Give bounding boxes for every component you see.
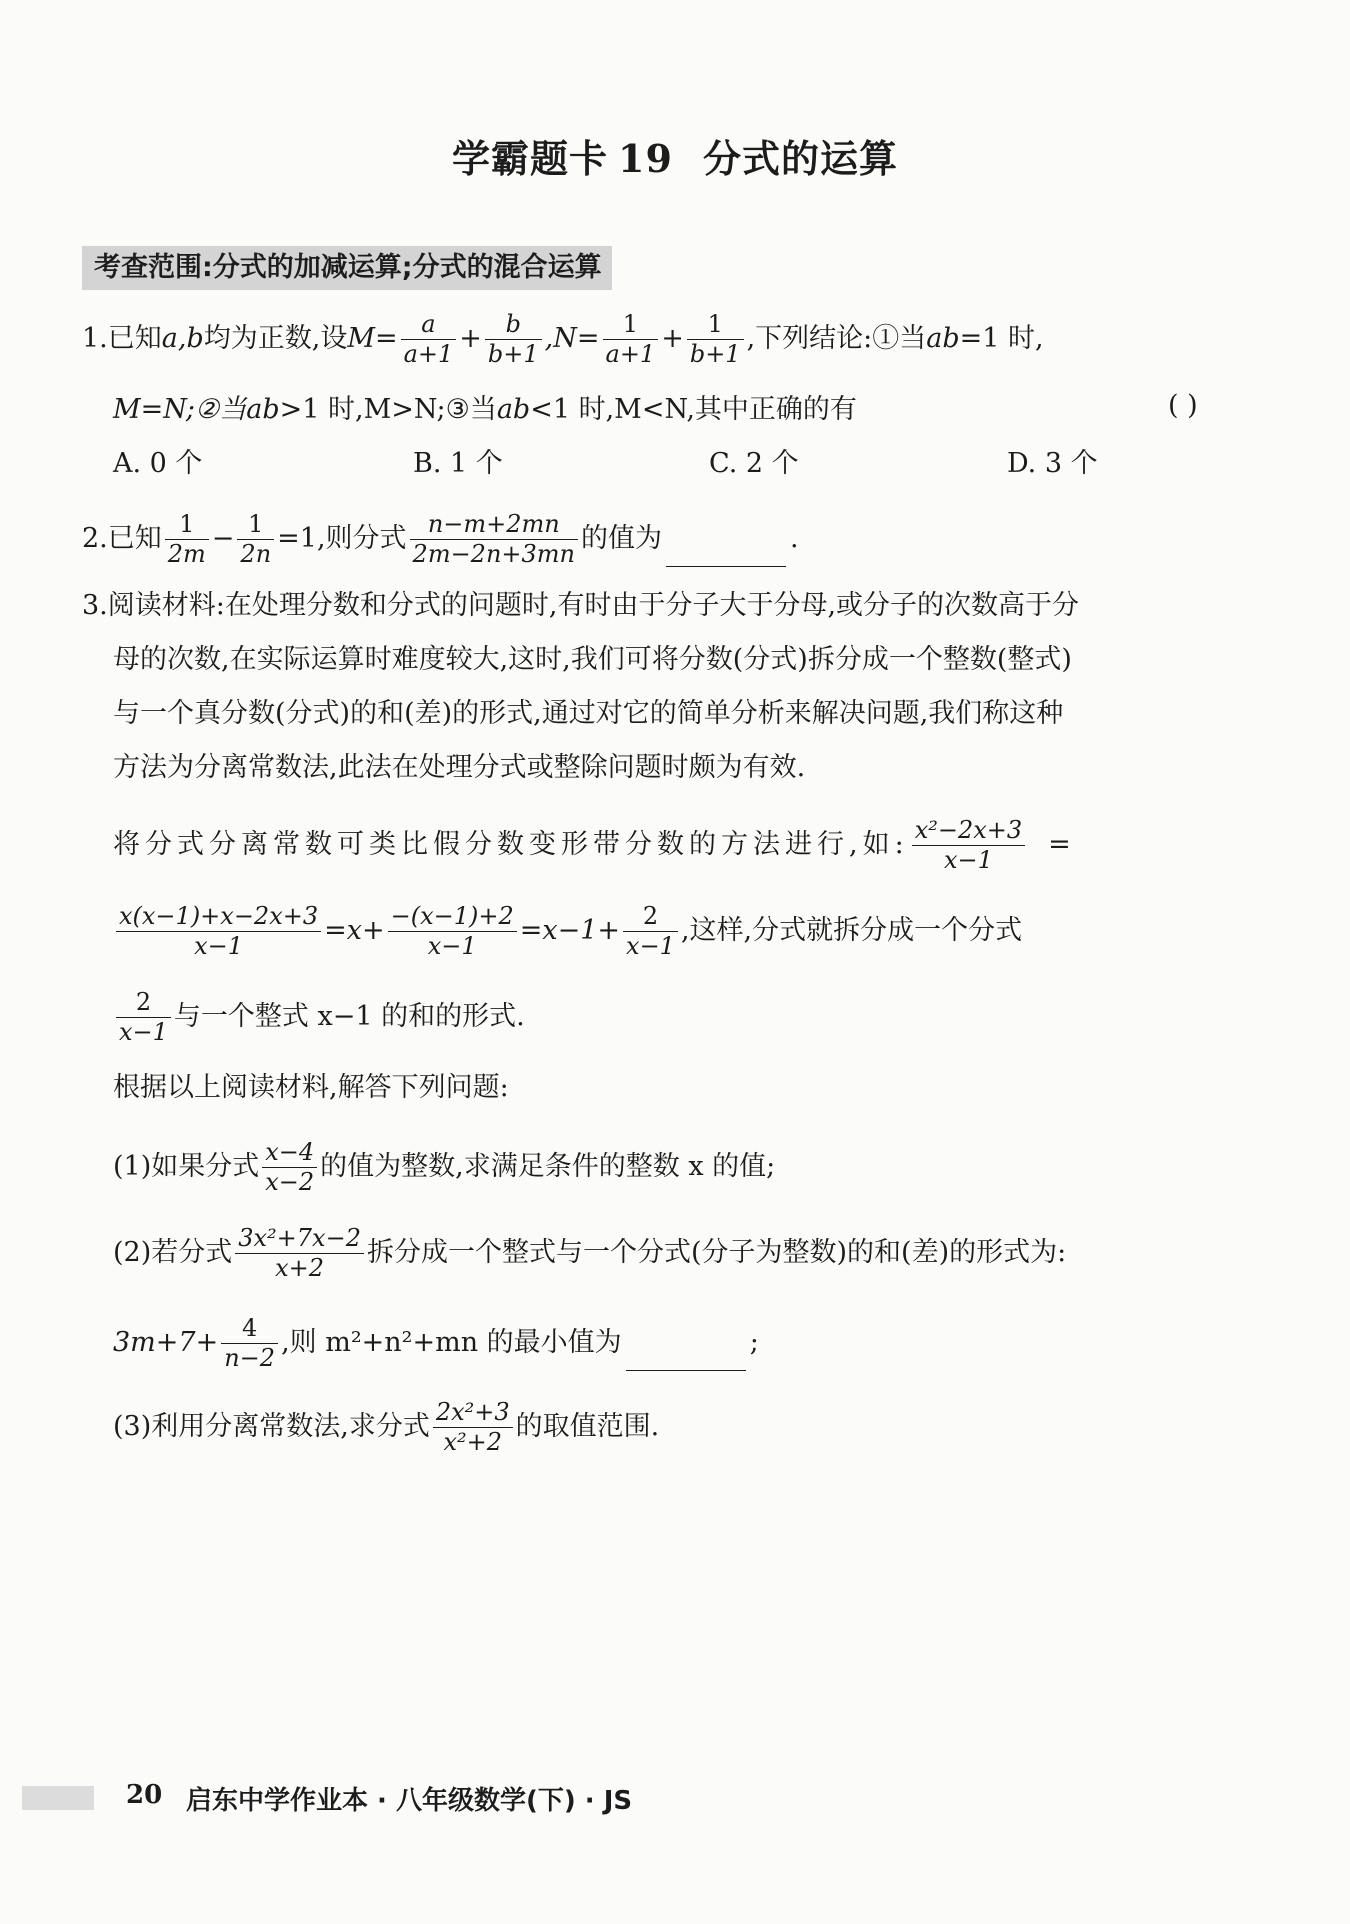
option-a[interactable]: A. 0 个 (113, 448, 203, 479)
fraction: $\frac{1}{b+1}$ (687, 312, 744, 367)
fraction: $\frac{1}{a+1}$ (603, 312, 659, 367)
question-3-example-steps: $\frac{x(x-1)+x-2x+3}{x-1}$ =x+ $\frac{-(x-1)+2}{x-1}$ =x−1+ $\frac{2}{x-1}$ ,这样,分式就拆分成一个分式 (113, 904, 1022, 959)
question-3-example-conclusion: $\frac{2}{x-1}$ 与一个整式 x−1 的和的形式. (113, 990, 525, 1045)
footer-gray-bar (22, 1786, 94, 1810)
exam-scope-banner: 考查范围:分式的加减运算;分式的混合运算 (82, 246, 612, 290)
option-b[interactable]: B. 1 个 (413, 448, 503, 479)
fraction: $\frac{2}{x-1}$ (116, 990, 171, 1045)
question-3-instructions: 根据以上阅读材料,解答下列问题: (113, 1072, 509, 1103)
page-footer (0, 1776, 1350, 1816)
fraction: $\frac{x(x-1)+x-2x+3}{x-1}$ (116, 904, 321, 959)
fraction: $\frac{-(x-1)+2}{x-1}$ (388, 904, 517, 959)
question-2: 2.已知 $\frac{1}{2m}$ − $\frac{1}{2n}$ =1,则分式 $\frac{n-m+2mn}{2m-2n+3mn}$ 的值为 . (82, 510, 799, 569)
question-3-part-2-expression: 3m+7+ $\frac{4}{n-2}$ ,则 m²+n²+mn 的最小值为 ; (113, 1314, 759, 1373)
fraction: $\frac{\text{x²−2x+3}}{x-1}$ (912, 818, 1025, 873)
question-3-para-line-3: 与一个真分数(分式)的和(差)的形式,通过对它的简单分析来解决问题,我们称这种 (113, 698, 1064, 729)
fraction: $\frac{\text{3x²+7x−2}}{x+2}$ (235, 1226, 364, 1281)
page-number: 20 (126, 1780, 163, 1810)
fraction: $\frac{4}{n-2}$ (221, 1316, 278, 1371)
option-d[interactable]: D. 3 个 (1007, 448, 1098, 479)
book-title: 启东中学作业本 · 八年级数学(下) · JS (186, 1786, 633, 1816)
option-c[interactable]: C. 2 个 (709, 448, 799, 479)
question-1-line-2: M=N;②当ab>1 时,M>N;③当ab<1 时,M<N,其中正确的有 (113, 394, 857, 425)
page-title: 学霸题卡 19 分式的运算 (452, 136, 898, 181)
question-1-line-1: 1.已知a,b均为正数,设M= $\frac{a}{a+1}$ + $\frac{b}{b+1}$ ,N= $\frac{1}{a+1}$ + $\frac{1}{b+1}$ ,下列结论:①当ab=1 时, (82, 310, 1044, 369)
answer-parentheses[interactable]: ( ) (1168, 390, 1198, 421)
fraction: $\frac{1}{2m}$ (165, 512, 209, 567)
question-3-para-line-1: 3.阅读材料:在处理分数和分式的问题时,有时由于分子大于分母,或分子的次数高于分 (82, 590, 1080, 621)
question-3-part-3: (3)利用分离常数法,求分式 $\frac{\text{2x²+3}}{\text{x²+2}}$ 的取值范围. (113, 1398, 660, 1457)
question-3-example-intro: 将分式分离常数可类比假分数变形带分数的方法进行,如: $\frac{\text{x²−2x+3}}{x-1}$ = (113, 816, 1076, 875)
fraction: $\frac{2}{x-1}$ (623, 904, 678, 959)
fraction: $\frac{1}{2n}$ (237, 512, 274, 567)
fraction: $\frac{a}{a+1}$ (401, 312, 457, 367)
fraction: $\frac{x-4}{x-2}$ (262, 1140, 317, 1195)
question-3-para-line-2: 母的次数,在实际运算时难度较大,这时,我们可将分数(分式)拆分成一个整数(整式) (113, 644, 1072, 675)
fraction: $\frac{b}{b+1}$ (485, 312, 542, 367)
question-3-part-1: (1)如果分式 $\frac{x-4}{x-2}$ 的值为整数,求满足条件的整数 x 的值; (113, 1138, 776, 1197)
question-3-para-line-4: 方法为分离常数法,此法在处理分式或整除问题时颇为有效. (113, 752, 806, 783)
fraction: $\frac{\text{2x²+3}}{\text{x²+2}}$ (433, 1400, 513, 1455)
card-number: 19 (618, 136, 673, 181)
question-3-part-2: (2)若分式 $\frac{\text{3x²+7x−2}}{x+2}$ 拆分成一个整式与一个分式(分子为整数)的和(差)的形式为: (113, 1224, 1067, 1283)
fraction: $\frac{n-m+2mn}{2m-2n+3mn}$ (410, 512, 578, 567)
answer-blank[interactable] (626, 1340, 746, 1371)
answer-blank[interactable] (666, 536, 786, 567)
